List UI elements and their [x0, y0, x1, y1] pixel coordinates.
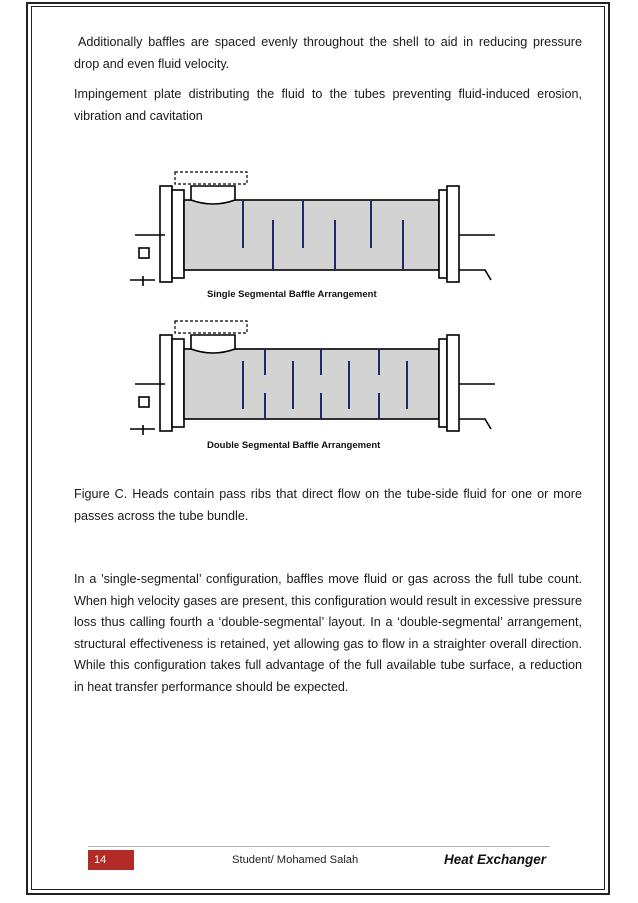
- page-number: 14: [88, 850, 134, 870]
- paragraph-baffles: Additionally baffles are spaced evenly throughout the shell to aid in reducing pressure drop and even fluid velocity.: [74, 35, 582, 71]
- paragraph-impingement: Impingement plate distributing the fluid to the tubes preventing fluid-induced erosion, vibration and cavitation: [74, 87, 582, 123]
- footer-title: Heat Exchanger: [444, 852, 547, 867]
- diagram2-label: Double Segmental Baffle Arrangement: [207, 440, 381, 451]
- paragraph-segmental: In a 'single-segmental’ configuration, baffles move fluid or gas across the full tube count. When high velocity gases are present, this configuration would result in excessive pressure loss thus calling fourth a ‘double-segmental’ layout. In a ‘double-segmental’ arrangement, structural effectiveness is retained, yet allowing gas to flow in a straighter overall direction. While this configuration takes full advantage of the full available tube surface, a reduction in heat transfer performance should be expected.: [74, 572, 582, 694]
- footer-author: Student/ Mohamed Salah: [232, 854, 359, 866]
- double-segmental-diagram: [125, 317, 505, 457]
- shell-assembly: [130, 172, 495, 286]
- shell-body: [184, 349, 439, 419]
- footer-divider: [88, 846, 550, 847]
- shell-body: [184, 200, 439, 270]
- single-segmental-diagram: [125, 168, 505, 308]
- figure-caption: Figure C. Heads contain pass ribs that direct flow on the tube-side fluid for one or more passes across the tube bundle.: [74, 487, 582, 523]
- shell-assembly: [130, 321, 495, 435]
- diagram1-label: Single Segmental Baffle Arrangement: [207, 289, 377, 300]
